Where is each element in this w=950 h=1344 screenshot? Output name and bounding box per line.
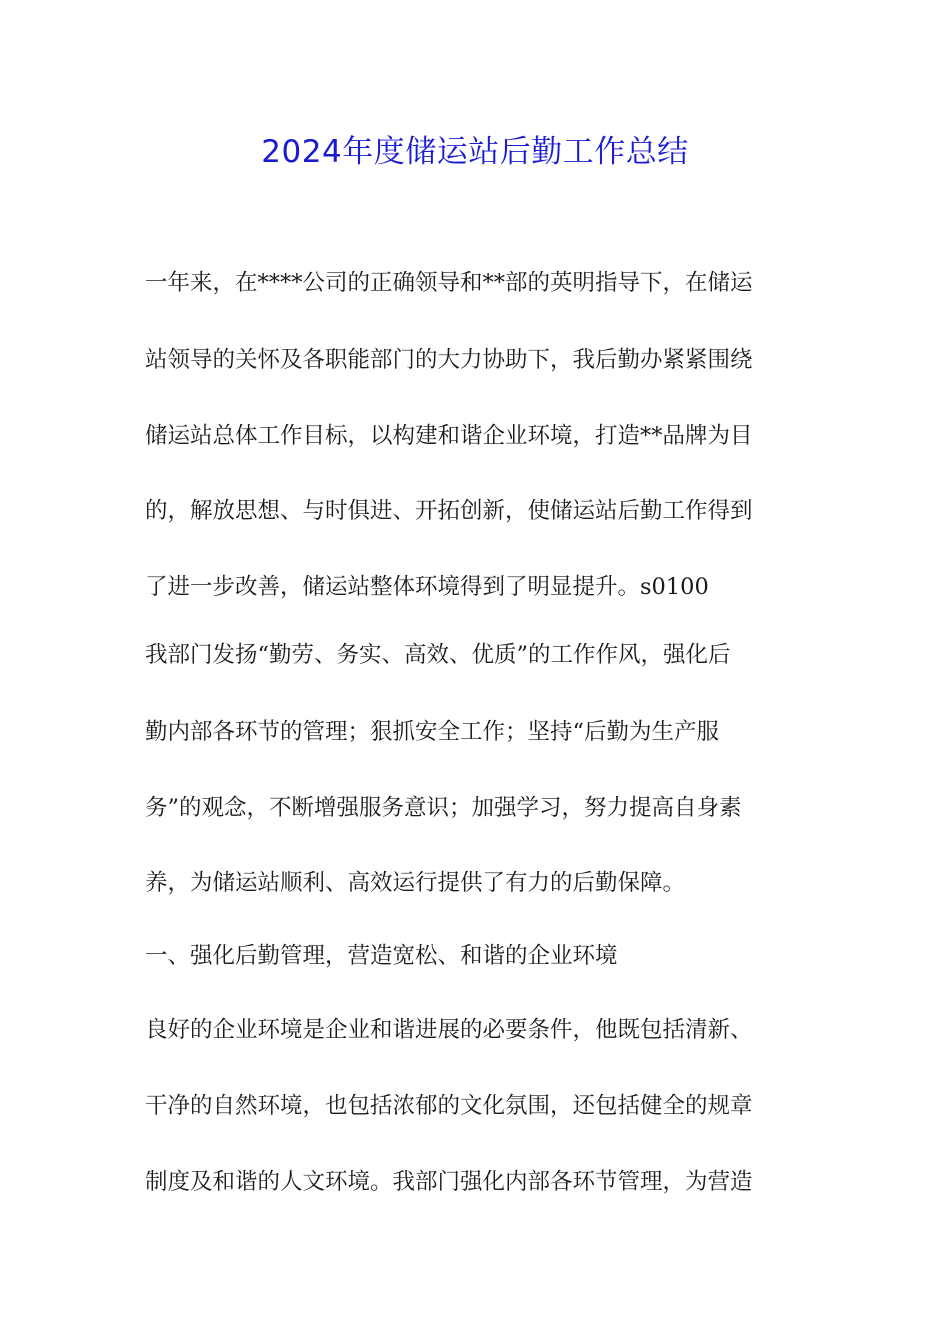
document-title: 2024年度储运站后勤工作总结 xyxy=(261,134,689,170)
text-line: 储运站总体工作目标，以构建和谐企业环境，打造**品牌为目 xyxy=(145,423,753,449)
text-line: 一年来，在****公司的正确领导和**部的英明指导下，在储运 xyxy=(145,270,753,296)
text-line: 的，解放思想、与时俱进、开拓创新，使储运站后勤工作得到 xyxy=(145,498,753,524)
text-line: 勤内部各环节的管理；狠抓安全工作；坚持“后勤为生产服 xyxy=(145,719,720,745)
text-line: 务”的观念，不断增强服务意识；加强学习，努力提高自身素 xyxy=(145,795,742,821)
text-line: 良好的企业环境是企业和谐进展的必要条件，他既包括清新、 xyxy=(145,1017,753,1043)
text-line: 制度及和谐的人文环境。我部门强化内部各环节管理，为营造 xyxy=(145,1169,753,1195)
text-line: 站领导的关怀及各职能部门的大力协助下，我后勤办紧紧围绕 xyxy=(145,347,753,373)
text-line: 我部门发扬“勤劳、务实、高效、优质”的工作作风，强化后 xyxy=(145,642,731,668)
text-line: 养，为储运站顺利、高效运行提供了有力的后勤保障。 xyxy=(145,870,686,896)
text-line: 了进一步改善，储运站整体环境得到了明显提升。s0100 xyxy=(145,574,709,600)
text-line: 干净的自然环境，也包括浓郁的文化氛围，还包括健全的规章 xyxy=(145,1093,753,1119)
section-heading: 一、强化后勤管理，营造宽松、和谐的企业环境 xyxy=(145,943,618,969)
